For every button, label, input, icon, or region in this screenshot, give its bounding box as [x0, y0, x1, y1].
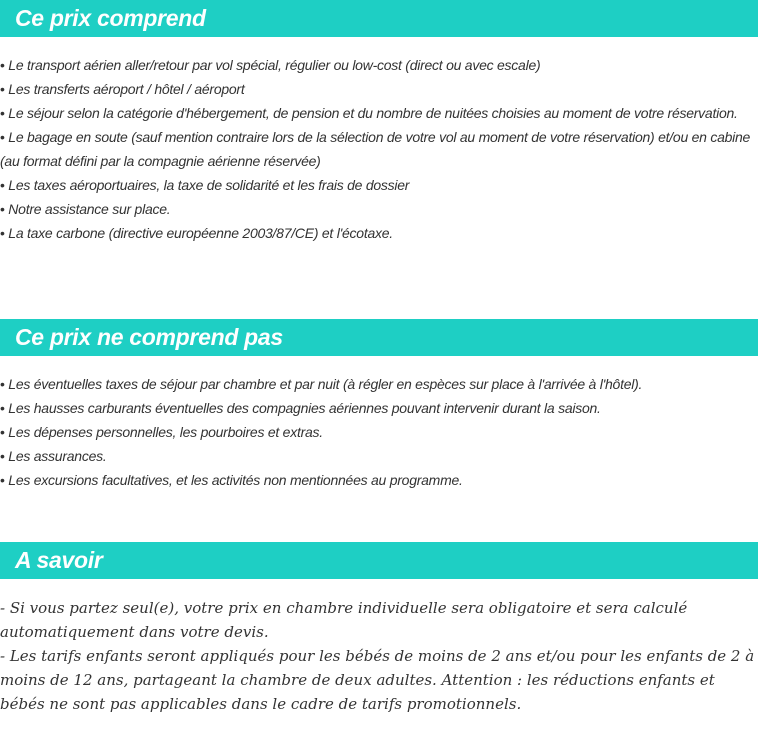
bullet-icon: • [0, 57, 5, 73]
list-item [0, 197, 758, 221]
list-item-text: Les transferts aéroport / hôtel / aéroport [8, 81, 245, 97]
list-item-text: Notre assistance sur place. [8, 201, 171, 217]
list-item [0, 420, 758, 444]
list-item-text: Les dépenses personnelles, les pourboires et extras. [8, 424, 323, 440]
bullet-icon: • [0, 424, 5, 440]
section-title: Ce prix comprend [15, 5, 206, 31]
list-item-text: Le bagage en soute (sauf mention contraire lors de la sélection de votre vol au moment de votre réservation) et/ou en cabine (au format défini par la compagnie aérienne réservée) [0, 129, 751, 169]
list-item [0, 221, 758, 245]
list-item-text: Les hausses carburants éventuelles des compagnies aériennes pouvant intervenir durant la saison. [8, 400, 601, 416]
list-item [0, 396, 758, 420]
section-title: A savoir [15, 547, 103, 573]
included-list [0, 53, 758, 245]
list-item-text: Les excursions facultatives, et les activités non mentionnées au programme. [8, 472, 463, 488]
list-item-text: Les éventuelles taxes de séjour par chambre et par nuit (à régler en espèces sur place à l'arrivée à l'hôtel). [8, 376, 643, 392]
bullet-icon: • [0, 81, 5, 97]
list-item [0, 372, 758, 396]
section-included [0, 0, 758, 245]
section-not-included [0, 319, 758, 492]
section-header [0, 319, 758, 356]
bullet-icon: • [0, 201, 5, 217]
list-item [0, 444, 758, 468]
bullet-icon: • [0, 105, 5, 121]
not-included-list [0, 372, 758, 492]
bullet-icon: • [0, 129, 5, 145]
note-paragraph: - Les tarifs enfants seront appliqués pour les bébés de moins de 2 ans et/ou pour les enfants de 2 à moins de 12 ans, partageant la chambre de deux adultes. Attention : les réductions enfants et bébés ne sont pas applicables dans le cadre de tarifs promotionnels. [0, 647, 755, 713]
list-item-text: Le transport aérien aller/retour par vol spécial, régulier ou low-cost (direct ou avec escale) [8, 57, 541, 73]
list-item [0, 53, 758, 77]
bullet-icon: • [0, 472, 5, 488]
section-to-know [0, 542, 758, 716]
bullet-icon: • [0, 376, 5, 392]
list-item [0, 468, 758, 492]
section-title: Ce prix ne comprend pas [15, 324, 283, 350]
list-item [0, 125, 758, 173]
list-item-text: La taxe carbone (directive européenne 2003/87/CE) et l'écotaxe. [8, 225, 393, 241]
bullet-icon: • [0, 400, 5, 416]
list-item [0, 101, 758, 125]
list-item-text: Les assurances. [8, 448, 107, 464]
note-paragraph: - Si vous partez seul(e), votre prix en chambre individuelle sera obligatoire et sera calculé automatiquement dans votre devis. [0, 599, 688, 641]
list-item [0, 173, 758, 197]
bullet-icon: • [0, 225, 5, 241]
notes-block [0, 596, 758, 716]
list-item-text: Les taxes aéroportuaires, la taxe de solidarité et les frais de dossier [8, 177, 410, 193]
bullet-icon: • [0, 448, 5, 464]
section-header [0, 0, 758, 37]
list-item [0, 77, 758, 101]
list-item-text: Le séjour selon la catégorie d'hébergement, de pension et du nombre de nuitées choisies au moment de votre réservation. [8, 105, 738, 121]
bullet-icon: • [0, 177, 5, 193]
section-header [0, 542, 758, 579]
